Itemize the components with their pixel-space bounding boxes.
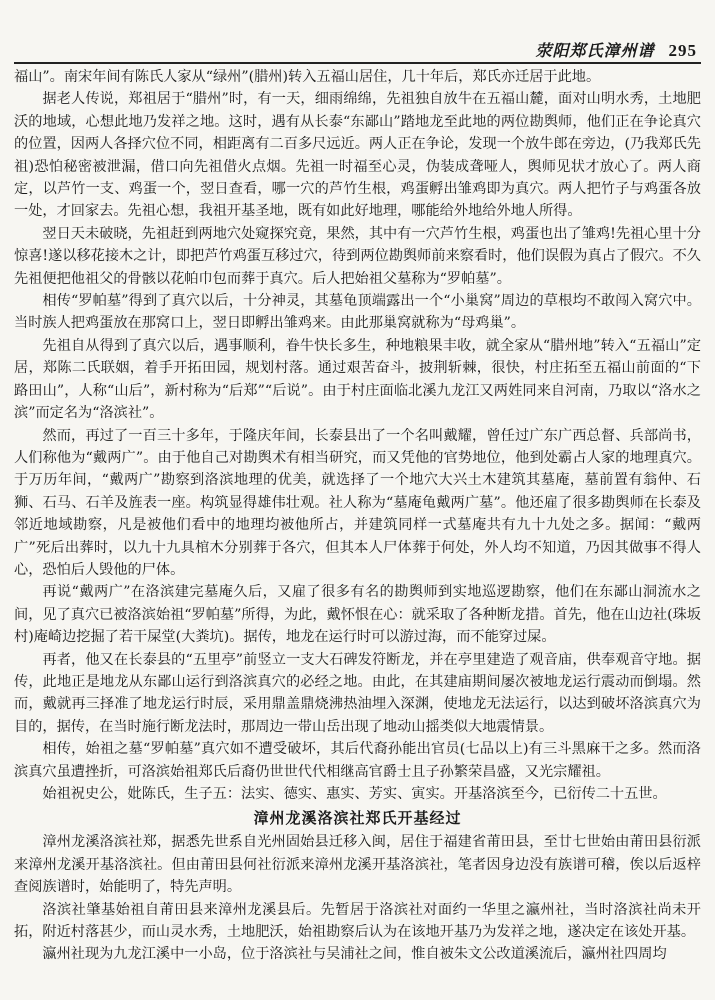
paragraph: 再说“戴两广”在洛滨建完墓庵久后，又雇了很多有名的勘舆师到实地巡逻勘察，他们在东鄙山洞流水之间，见了真穴已被洛滨始祖“罗帕墓”所得，为此，戴怀恨在心：就采取了各种断龙措。首先，他在山边社(珠坂村)庵崎边挖掘了若干屎堂(大粪坑)。据传，地龙在运行时可以游过海，而不能穿过屎。 — [14, 584, 701, 646]
running-header — [20, 38, 697, 60]
paragraph: 先祖自从得到了真穴以后，遇事顺利，眷牛快长多生，种地粮果丰收，就全家从“腊州地”转入“五福山”定居，郑陈二氏联姻，着手开拓田园，规划村落。通过艰苦奋斗，披荆斩棘，很快，村庄拓至五福山前面的“下路田山”，人称“山后”，新村称为“后郑”“后说”。由于村庄面临北溪九龙江又两姓同来自河南，乃取以“洛水之滨”而定名为“洛滨社”。 — [14, 337, 702, 422]
page-number: 295 — [668, 41, 697, 60]
paragraph: 福山”。南宋年间有陈氏人家从“绿州”(腊州)转入五福山居住，几十年后，郑氏亦迁居于此地。 — [14, 69, 601, 85]
paragraph: 翌日天未破晓，先祖赶到两地穴处窥探究竟，果然，其中有一穴芦竹生根，鸡蛋也出了雏鸡!先祖心里十分惊喜!遂以移花接木之计，即把芦竹鸡蛋互移过穴，待到两位勘舆师前来察看时，他们误假为真占了假穴。不久先祖便把他祖父的骨骸以花帕巾包而葬于真穴。后人把始祖父墓称为“罗帕墓”。 — [14, 225, 701, 287]
paragraph: 然而，再过了一百三十多年，于隆庆年间，长泰县出了一个名叫戴耀，曾任过广东广西总督、兵部尚书，人们称他为“戴两广”。由于他自己对勘舆术有相当研究，而又凭他的官势地位，他到处霸占人家的地理真穴。于万历年间，“戴两广”勘察到洛滨地理的优美，就选择了一个地穴大兴土木建筑其墓庵，墓前置有翁仲、石狮、石马、石羊及旌表一座。构筑显得雄伟壮观。社人称为“墓庵龟戴两广墓”。他还雇了很多勘舆师在长泰及邻近地域勘察，凡是被他们看中的地理均被他所占，并建筑同样一式墓庵共有九十九处之多。据闻：“戴两广”死后出葬时，以九十九具棺木分别葬于各穴，但其本人尸体葬于何处，外人均不知道，乃因其做事不得人心，恐怕后人毁他的尸体。 — [14, 427, 701, 578]
paragraph: 再者，他又在长泰县的“五里亭”前竖立一支大石碑发符断龙，并在亭里建造了观音庙，供奉观音守地。据传，此地正是地龙从东鄙山运行到洛滨真穴的必经之地。由此，在其建庙期间屡次被地龙运行震动而倒塌。然而，戴就再三择准了地龙运行时辰，采用鼎盖鼎烧沸热油埋入深渊，使地龙无法运行，以达到破坏洛滨真穴为目的，据传，在当时施行断龙法时，那周边一带山岳出现了地动山摇类似大地震情景。 — [14, 651, 701, 735]
paragraph: 相传，始祖之墓“罗帕墓”真穴如不遭受破坏，其后代裔孙能出官员(七品以上)有三斗黑麻干之多。然而洛滨真穴虽遭挫折，可洛滨始祖郑氏后裔仍世世代代相继高官爵士且子孙繁荣昌盛，又光宗耀祖。 — [14, 741, 701, 780]
paragraph: 相传“罗帕墓”得到了真穴以后，十分神灵，其墓龟顶端露出一个“小巢窝”周边的草根均不敢闯入窝穴中。当时族人把鸡蛋放在那窝口上，翌日即孵出雏鸡来。由此那巢窝就称为“母鸡巢”。 — [14, 293, 701, 332]
paragraph: 洛滨社肇基始祖自莆田县来漳州龙溪县后。先暂居于洛滨社对面约一华里之瀛州社，当时洛滨社尚未开拓，附近村落甚少，而山灵水秀，土地肥沃，始祖勘察后认为在该地开基乃为发祥之地，遂决定在该处开基。 — [14, 901, 701, 941]
paragraph: 始祖祝史公，妣陈氏，生子五：法实、德实、惠实、芳实、寅实。开基洛滨至今，已衍传二十五世。 — [42, 786, 667, 802]
book-title: 荥阳郑氏漳州谱 — [535, 41, 655, 60]
body-text — [14, 66, 701, 982]
paragraph: 瀛州社现为九龙江溪中一小岛，位于洛滨社与吴浦社之间，惟自被朱文公改道溪流后，瀛州社四周均 — [42, 946, 667, 963]
paragraph: 漳州龙溪洛滨社郑，据悉先世系自光州固始县迁移入闽，居住于福建省莆田县，至廿七世始由莆田县衍派来漳州龙溪开基洛滨社。但由莆田县何社衍派来漳州龙溪开基洛滨社，笔者因身边没有族谱可稽，俟以后返梓查阅族谱时，始能明了，特先声明。 — [14, 834, 701, 896]
header-rule — [14, 62, 701, 64]
paragraph: 据老人传说，郑祖居于“腊州”时，有一天，细雨绵绵，先祖独自放牛在五福山麓，面对山明水秀，土地肥沃的地域，心想此地乃发祥之地。这时，遇有从长泰“东鄙山”踏地龙至此地的两位勘舆师，他们正在争论真穴的位置，因两人各择穴位不同，相距离有二百多尺远近。两人正在争论，发现一个放牛郎在旁边，(乃我郑氏先祖)恐怕秘密被泄漏，借口向先祖借火点烟。先祖一时福至心灵，伪装成聋哑人，舆师见状才放心了。两人商定，以芦竹一支、鸡蛋一个，翌日查看，哪一穴的芦竹生根，鸡蛋孵出雏鸡即为真穴。两人把竹子与鸡蛋各放一处，才回家去。先祖心想，我祖开基圣地，既有如此好地理，哪能给外地给外地人所得。 — [14, 91, 701, 220]
section-heading: 漳州龙溪洛滨社郑氏开基经过 — [253, 809, 462, 828]
